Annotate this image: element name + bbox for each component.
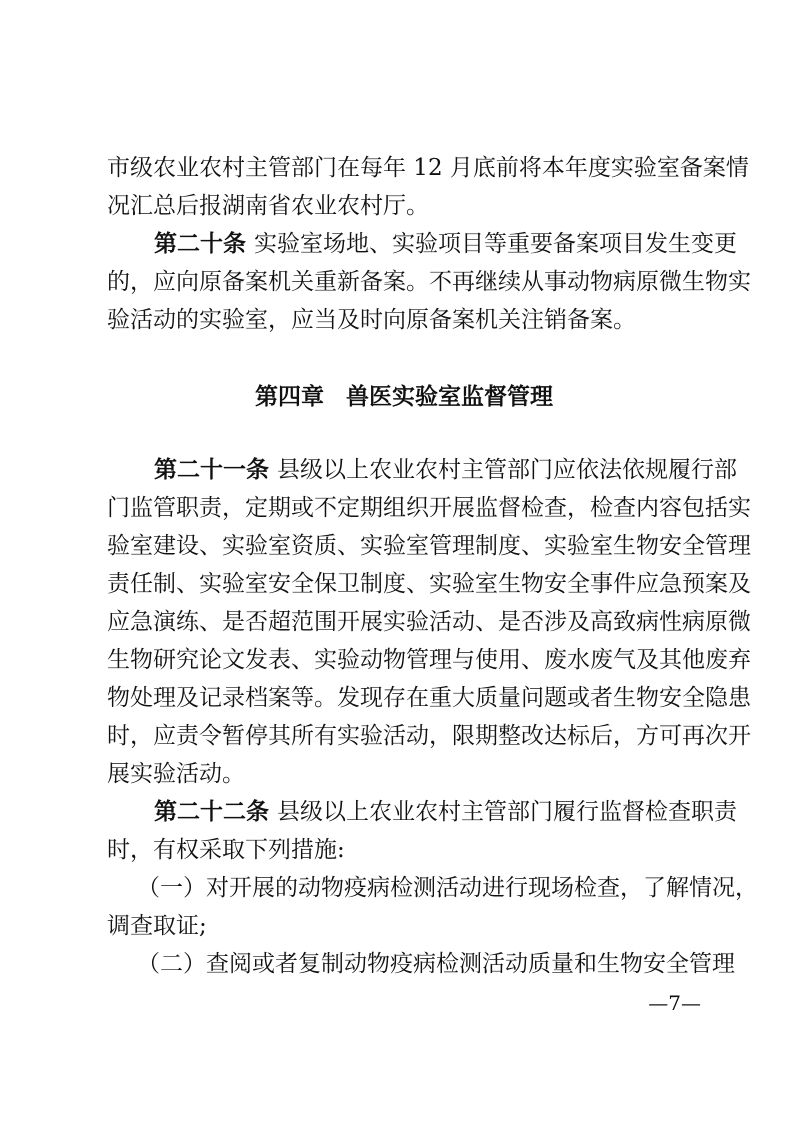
text-line: 实验室场地、实验项目等重要备案项目发生变更 bbox=[254, 231, 737, 257]
text-line: 生物研究论文发表、实验动物管理与使用、废水废气及其他废弃 bbox=[107, 647, 751, 673]
article-label: 第二十二条 bbox=[154, 799, 269, 825]
article-label: 第二十条 bbox=[154, 231, 246, 257]
text-line: 验室建设、实验室资质、实验室管理制度、实验室生物安全管理 bbox=[107, 533, 751, 559]
text-line: 责任制、实验室安全保卫制度、实验室生物安全事件应急预案及 bbox=[107, 571, 751, 597]
list-item-2: （二）查阅或者复制动物疫病检测活动质量和生物安全管理 bbox=[137, 951, 735, 977]
text-line: 验活动的实验室，应当及时向原备案机关注销备案。 bbox=[107, 307, 636, 333]
list-item-1-continuation: 调查取证; bbox=[107, 913, 207, 939]
text-line: 物处理及记录档案等。发现存在重大质量问题或者生物安全隐患 bbox=[107, 685, 751, 711]
text-line: 时，应责令暂停其所有实验活动，限期整改达标后，方可再次开 bbox=[107, 723, 751, 749]
article-21 bbox=[107, 451, 751, 793]
chapter-heading bbox=[107, 378, 701, 416]
text-line: 展实验活动。 bbox=[107, 761, 245, 787]
page-number: —7— bbox=[648, 991, 701, 1015]
text-line: 市级农业农村主管部门在每年 12 月底前将本年度实验室备案情 bbox=[107, 155, 749, 181]
text-line: 县级以上农业农村主管部门履行监督检查职责 bbox=[277, 799, 737, 825]
chapter-title: 兽医实验室监督管理 bbox=[346, 384, 553, 410]
text-line: 门监管职责，定期或不定期组织开展监督检查，检查内容包括实 bbox=[107, 495, 751, 521]
chapter-number: 第四章 bbox=[255, 384, 324, 410]
text-line: 况汇总后报湖南省农业农村厅。 bbox=[107, 193, 429, 219]
text-line: 时，有权采取下列措施: bbox=[107, 837, 345, 863]
text-line: 应急演练、是否超范围开展实验活动、是否涉及高致病性病原微 bbox=[107, 609, 751, 635]
paragraph-continuation bbox=[107, 149, 749, 225]
document-page bbox=[107, 149, 758, 983]
article-22 bbox=[107, 793, 758, 983]
article-label: 第二十一条 bbox=[154, 457, 269, 483]
text-line: 县级以上农业农村主管部门应依法依规履行部 bbox=[277, 457, 737, 483]
text-line: 的，应向原备案机关重新备案。不再继续从事动物病原微生物实 bbox=[107, 269, 751, 295]
article-20 bbox=[107, 225, 751, 339]
list-item-1: （一）对开展的动物疫病检测活动进行现场检查，了解情况， bbox=[137, 875, 758, 901]
